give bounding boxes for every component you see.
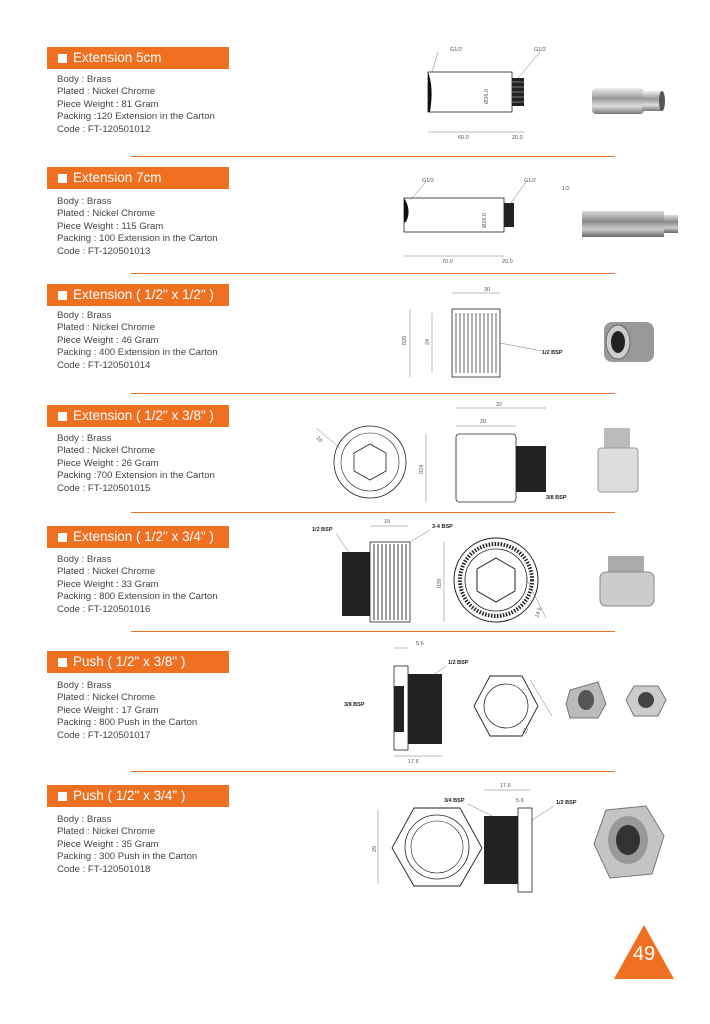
square-bullet-icon	[58, 658, 67, 667]
dim-right-thread: G1/2	[524, 178, 536, 184]
page-number: 49	[632, 943, 656, 965]
spec-code: Code : FT-120501012	[57, 123, 151, 135]
spec-body: Body : Brass	[57, 433, 112, 444]
dim-thread: 3/8 BSP	[546, 495, 567, 501]
dim-length: 60.0	[458, 135, 469, 141]
spec-plated: Plated : Nickel Chrome	[57, 322, 156, 334]
spec-body: Body : Brass	[57, 680, 112, 691]
spec-plated: Plated : Nickel Chrome	[57, 445, 156, 457]
spec-plated: Plated : Nickel Chrome	[57, 566, 156, 578]
section-header-push-half-threeeighth	[47, 651, 229, 673]
section-title: Push ( 1/2" x 3/8" )	[73, 654, 186, 669]
product-photo-extension-5cm	[588, 82, 678, 122]
dim-length: 17.6	[500, 783, 511, 789]
dim-right-thread: G1/2	[534, 47, 546, 53]
section-header-push-half-threequarter	[47, 785, 229, 807]
dim-thread-b: 1/2 BSP	[556, 800, 577, 806]
spec-code: Code : FT-120501018	[57, 863, 151, 875]
dim-hex: 14.5	[534, 606, 544, 619]
spec-packing: Packing : 100 Extension in the Carton	[57, 233, 218, 245]
spec-body: Body : Brass	[57, 814, 112, 825]
dim-outer: 026	[402, 335, 408, 345]
dim-head: 5.6	[516, 798, 524, 804]
spec-packing: Packing : 800 Push in the Carton	[57, 717, 198, 729]
technical-drawing-extension-5cm	[420, 42, 560, 147]
spec-weight: Piece Weight : 115 Gram	[57, 220, 164, 232]
dim-body: 20	[480, 419, 487, 425]
section-header-extension-half-threequarter	[47, 526, 229, 548]
dim-inner: 24	[425, 338, 431, 345]
dim-thread: 1/2 BSP	[542, 350, 563, 356]
technical-drawing-extension-half-threequarter	[306, 514, 566, 629]
spec-list	[57, 554, 218, 616]
product-photo-extension-7cm	[580, 205, 680, 245]
dim-left-thread: G1/2	[450, 47, 462, 53]
dim-length: 30	[484, 287, 491, 293]
section-header-extension-half-half	[47, 284, 229, 306]
spec-list	[57, 310, 218, 372]
section-title: Extension ( 1/2" x 3/8" )	[73, 408, 214, 423]
dim-left-thread: G1/2	[422, 178, 434, 184]
technical-drawing-push-half-threeeighth	[340, 636, 560, 766]
section-title: Push ( 1/2" x 3/4" )	[73, 788, 186, 803]
dim-right-thread: 3-4 BSP	[432, 524, 453, 530]
dim-length: 17.6	[408, 759, 419, 765]
spec-plated: Plated : Nickel Chrome	[57, 692, 156, 704]
spec-weight: Piece Weight : 35 Gram	[57, 838, 159, 850]
dim-length: 70.0	[442, 259, 453, 265]
dim-thread-a: 1/2 BSP	[448, 660, 469, 666]
spec-code: Code : FT-120501017	[57, 729, 151, 741]
dim-hex: 21	[522, 726, 530, 735]
spec-weight: Piece Weight : 26 Gram	[57, 457, 159, 469]
spec-code: Code : FT-120501013	[57, 245, 151, 257]
product-photo-extension-half-half	[600, 318, 660, 366]
spec-list	[57, 196, 218, 258]
spec-weight: Piece Weight : 46 Gram	[57, 334, 159, 346]
spec-packing: Packing : 800 Extension in the Carton	[57, 591, 218, 603]
dim-thread-length: 20.0	[512, 135, 523, 141]
spec-plated: Plated : Nickel Chrome	[57, 826, 156, 838]
product-photo-push-half-threeeighth	[562, 676, 670, 724]
spec-packing: Packing :700 Extension in the Carton	[57, 470, 215, 482]
spec-body: Body : Brass	[57, 310, 112, 321]
spec-packing: Packing : 400 Extension in the Carton	[57, 347, 218, 359]
product-photo-extension-half-threeeighth	[594, 424, 646, 496]
section-divider	[131, 393, 615, 394]
technical-drawing-extension-7cm	[398, 170, 578, 270]
square-bullet-icon	[58, 792, 67, 801]
spec-code: Code : FT-120501014	[57, 359, 151, 371]
technical-drawing-extension-half-threeeighth	[310, 398, 570, 508]
spec-list	[57, 74, 215, 136]
section-divider	[131, 771, 615, 772]
spec-list	[57, 814, 197, 876]
dim-length: 15	[384, 519, 391, 525]
spec-packing: Packing :120 Extension in the Carton	[57, 111, 215, 123]
dim-total: 32	[496, 402, 503, 408]
square-bullet-icon	[58, 174, 67, 183]
square-bullet-icon	[58, 291, 67, 300]
product-photo-push-half-threequarter	[590, 800, 670, 884]
spec-weight: Piece Weight : 33 Gram	[57, 578, 159, 590]
section-divider	[131, 273, 615, 274]
dim-extra: 1/2	[562, 186, 570, 192]
dim-thread-b: 3/8 BSP	[344, 702, 365, 708]
section-header-extension-5cm	[47, 47, 229, 69]
dim-diameter: 024	[419, 464, 425, 474]
dim-diameter: 29	[372, 845, 378, 852]
square-bullet-icon	[58, 54, 67, 63]
spec-weight: Piece Weight : 81 Gram	[57, 98, 159, 110]
technical-drawing-extension-half-half	[396, 283, 576, 383]
square-bullet-icon	[58, 412, 67, 421]
dim-thread-length: 20.0	[502, 259, 513, 265]
spec-code: Code : FT-120501016	[57, 603, 151, 615]
product-photo-extension-half-threequarter	[596, 552, 660, 610]
section-header-extension-half-threeeighth	[47, 405, 229, 427]
section-title: Extension 5cm	[73, 50, 162, 65]
section-divider	[131, 631, 615, 632]
spec-body: Body : Brass	[57, 554, 112, 565]
spec-body: Body : Brass	[57, 196, 112, 207]
spec-weight: Piece Weight : 17 Gram	[57, 704, 159, 716]
spec-list	[57, 433, 215, 495]
spec-body: Body : Brass	[57, 74, 112, 85]
section-title: Extension 7cm	[73, 170, 162, 185]
dim-thread-a: 3/4 BSP	[444, 798, 465, 804]
spec-plated: Plated : Nickel Chrome	[57, 86, 156, 98]
spec-plated: Plated : Nickel Chrome	[57, 208, 156, 220]
section-title: Extension ( 1/2" x 3/4" )	[73, 529, 214, 544]
dim-left-thread: 1/2 BSP	[312, 527, 333, 533]
square-bullet-icon	[58, 533, 67, 542]
dim-hex: 10	[314, 435, 324, 444]
dim-diameter: Ø26.0	[482, 213, 488, 228]
section-divider	[131, 512, 615, 513]
technical-drawing-push-half-threequarter	[364, 778, 594, 893]
section-title: Extension ( 1/2" x 1/2" )	[73, 287, 214, 302]
spec-packing: Packing : 300 Push in the Carton	[57, 851, 198, 863]
section-divider	[131, 156, 615, 157]
dim-head: 5.6	[416, 641, 424, 647]
spec-code: Code : FT-120501015	[57, 482, 151, 494]
section-header-extension-7cm	[47, 167, 229, 189]
spec-list	[57, 680, 197, 742]
dim-diameter: 029	[437, 578, 443, 588]
dim-diameter: Ø26.0	[484, 89, 490, 104]
